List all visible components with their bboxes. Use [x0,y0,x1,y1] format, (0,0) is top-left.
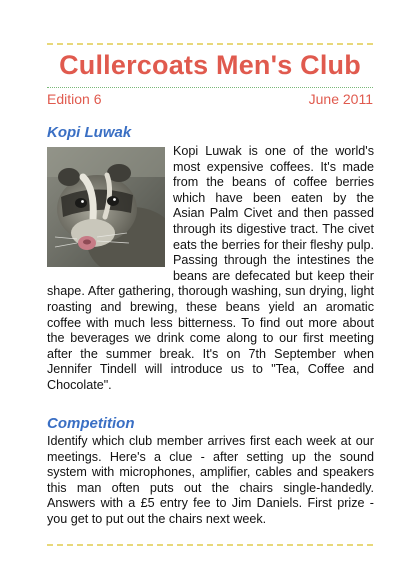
edition-label: Edition 6 [47,91,102,107]
article-heading-kopi-luwak: Kopi Luwak [47,124,132,141]
article-body-competition: Identify which club member arrives first each week at our meetings. Here's a clue - after setting up the sound system with microphones, amplifier, cables and speakers this man often puts out the chairs single-handedly. Answers with a £5 entry fee to Jim Daniels. First prize - you get to put out the chairs next week. [47,434,374,526]
newsletter-title: Cullercoats Men's Club [59,50,361,80]
article-heading-competition: Competition [47,415,135,432]
article-body-kopi-luwak: Kopi Luwak is one of the world's most expensive coffees. It's made from the beans of coffee berries which have been eaten by the Asian Palm Civet and then passed through its digestive tract. The civet eats the berries for their fleshy pulp. Passing through the intestines the beans are defecated but keep their shape. After gathering, thorough washing, sun drying, light roasting and brewing, these beans yield an aromatic coffee with much less bitterness. To find out more about the beverages we drink come along to our first meeting after the summer break. It's on 7th September when Jennifer Tindell will introduce us to "Tea, Coffee and Chocolate". [47,144,374,392]
title-underline [47,87,373,88]
article-kopi-luwak [47,144,374,394]
bottom-dashed-rule [47,544,373,546]
top-dashed-rule [47,43,373,45]
article-competition [47,434,374,528]
issue-date: June 2011 [308,91,373,107]
civet-photo [47,147,165,267]
